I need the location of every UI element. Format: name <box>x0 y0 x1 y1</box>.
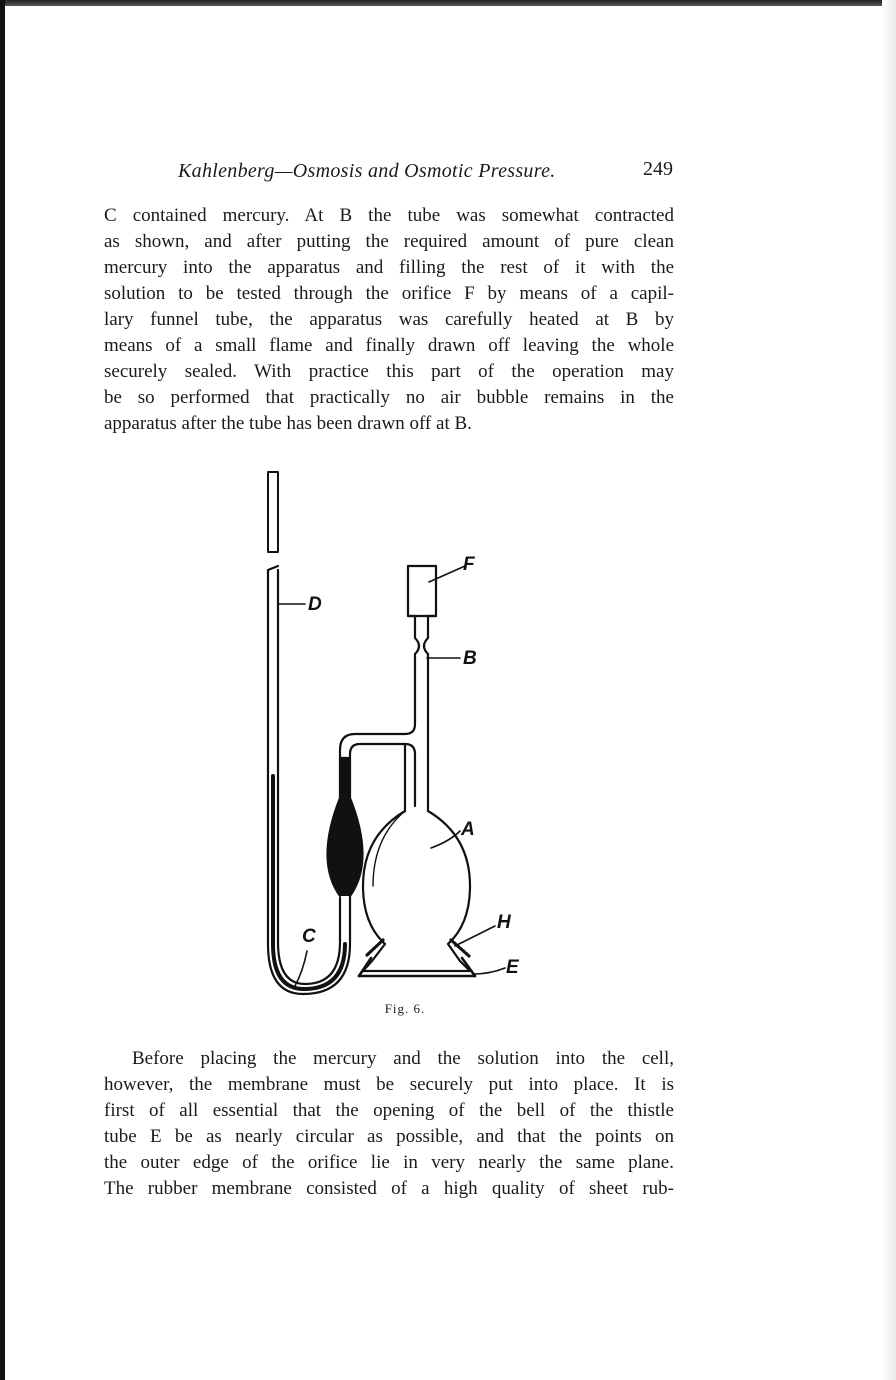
text-line: lary funnel tube, the apparatus was carefully heated at B by <box>104 309 674 330</box>
scan-right-edge <box>882 0 896 1380</box>
running-header <box>178 160 673 190</box>
text-line: Before placing the mercury and the solution into the cell, <box>132 1048 674 1069</box>
figure-apparatus <box>255 466 555 1006</box>
text-line: The rubber membrane consisted of a high quality of sheet rub- <box>104 1178 674 1199</box>
text-line: be so performed that practically no air bubble remains in the <box>104 387 674 408</box>
label-f: F <box>463 554 475 575</box>
text-line: C contained mercury. At B the tube was somewhat contracted <box>104 205 674 226</box>
text-line: mercury into the apparatus and filling the rest of it with the <box>104 257 674 278</box>
label-b: B <box>463 648 477 669</box>
text-line: however, the membrane must be securely put into place. It is <box>104 1074 674 1095</box>
paragraph-1 <box>104 203 674 437</box>
running-title: Kahlenberg—Osmosis and Osmotic Pressure. <box>178 160 556 182</box>
text-line: securely sealed. With practice this part of the operation may <box>104 361 674 382</box>
text-line: apparatus after the tube has been drawn off at B. <box>104 413 472 434</box>
paragraph-2 <box>104 1046 674 1202</box>
label-a: A <box>461 819 475 840</box>
text-line: as shown, and after putting the required amount of pure clean <box>104 231 674 252</box>
label-h: H <box>497 912 511 933</box>
text-line: means of a small flame and finally drawn off leaving the whole <box>104 335 674 356</box>
label-e: E <box>506 957 519 978</box>
text-line: first of all essential that the opening of the bell of the thistle <box>104 1100 674 1121</box>
scan-left-edge <box>0 0 5 1380</box>
text-line: the outer edge of the orifice lie in very nearly the same plane. <box>104 1152 674 1173</box>
text-line: solution to be tested through the orifice F by means of a capil- <box>104 283 674 304</box>
label-d: D <box>308 594 322 615</box>
figure-caption: Fig. 6. <box>384 1001 426 1016</box>
scan-top-edge <box>0 0 896 6</box>
page-number: 249 <box>643 158 673 180</box>
text-line: tube E be as nearly circular as possible, and that the points on <box>104 1126 674 1147</box>
label-c: C <box>302 926 316 947</box>
